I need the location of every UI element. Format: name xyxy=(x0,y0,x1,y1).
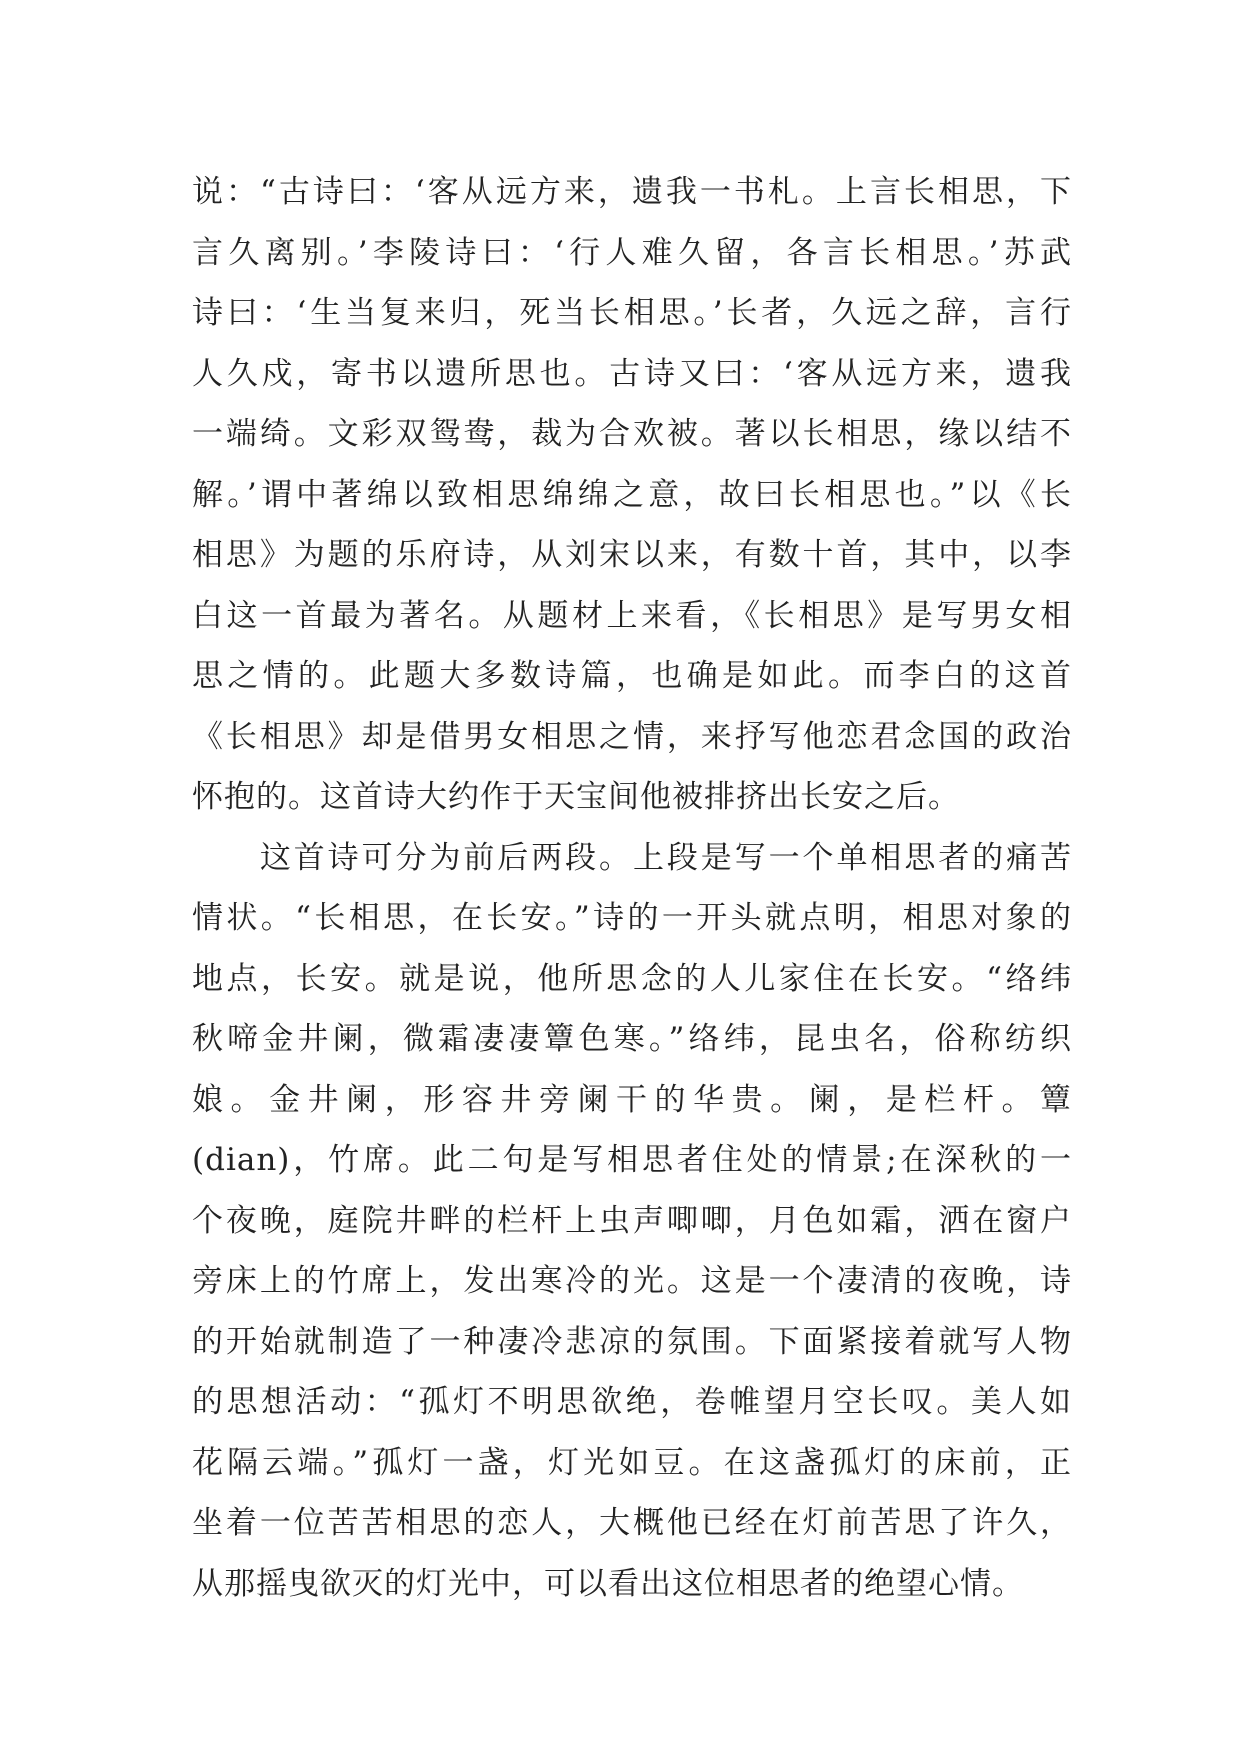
body-text xyxy=(192,162,1072,1614)
text-line: 情状。“长相思，在长安。”诗的一开头就点明，相思对象的 xyxy=(192,900,1072,936)
text-line: 个夜晚，庭院井畔的栏杆上虫声唧唧，月色如霜，洒在窗户 xyxy=(192,1202,1072,1239)
text-line: 言久离别。’李陵诗曰：‘行人难久留，各言长相思。’苏武 xyxy=(192,234,1072,271)
text-line: 从那摇曳欲灭的灯光中，可以看出这位相思者的绝望心情。 xyxy=(192,1565,1024,1602)
text-line: 的思想活动：“孤灯不明思欲绝，卷帷望月空长叹。美人如 xyxy=(192,1384,1072,1420)
text-line: 相思》为题的乐府诗，从刘宋以来，有数十首，其中，以李 xyxy=(192,537,1072,573)
paragraph-2 xyxy=(192,828,1072,1615)
text-line: 《长相思》却是借男女相思之情，来抒写他恋君念国的政治 xyxy=(192,718,1072,755)
text-line: (dian)，竹席。此二句是写相思者住处的情景;在深秋的一 xyxy=(192,1142,1072,1178)
text-line: 地点，长安。就是说，他所思念的人儿家住在长安。“络纬 xyxy=(192,960,1072,997)
text-line: 说：“古诗曰：‘客从远方来，遗我一书札。上言长相思，下 xyxy=(192,174,1072,210)
text-line: 娘。金井阑，形容井旁阑干的华贵。阑，是栏杆。簟 xyxy=(192,1081,1072,1118)
text-line: 坐着一位苦苦相思的恋人，大概他已经在灯前苦思了许久， xyxy=(192,1505,1072,1541)
text-line: 花隔云端。”孤灯一盏，灯光如豆。在这盏孤灯的床前，正 xyxy=(192,1444,1072,1481)
text-line: 旁床上的竹席上，发出寒冷的光。这是一个凄清的夜晚，诗 xyxy=(192,1263,1072,1299)
text-line: 解。’谓中著绵以致相思绵绵之意，故曰长相思也。”以《长 xyxy=(192,476,1072,513)
text-line: 的开始就制造了一种凄冷悲凉的氛围。下面紧接着就写人物 xyxy=(192,1323,1072,1360)
text-line: 诗曰：‘生当复来归，死当长相思。’长者，久远之辞，言行 xyxy=(192,295,1072,331)
text-line: 思之情的。此题大多数诗篇，也确是如此。而李白的这首 xyxy=(192,658,1072,694)
text-line: 白这一首最为著名。从题材上来看，《长相思》是写男女相 xyxy=(192,597,1072,634)
text-line: 一端绮。文彩双鸳鸯，裁为合欢被。著以长相思，缘以结不 xyxy=(192,416,1072,452)
text-line: 怀抱的。这首诗大约作于天宝间他被排挤出长安之后。 xyxy=(192,779,960,815)
paragraph-1 xyxy=(192,162,1072,828)
text-line: 这首诗可分为前后两段。上段是写一个单相思者的痛苦 xyxy=(192,839,1072,876)
text-line: 人久戍，寄书以遗所思也。古诗又曰：‘客从远方来，遗我 xyxy=(192,355,1072,392)
text-line: 秋啼金井阑，微霜凄凄簟色寒。”络纬，昆虫名，俗称纺织 xyxy=(192,1021,1072,1057)
